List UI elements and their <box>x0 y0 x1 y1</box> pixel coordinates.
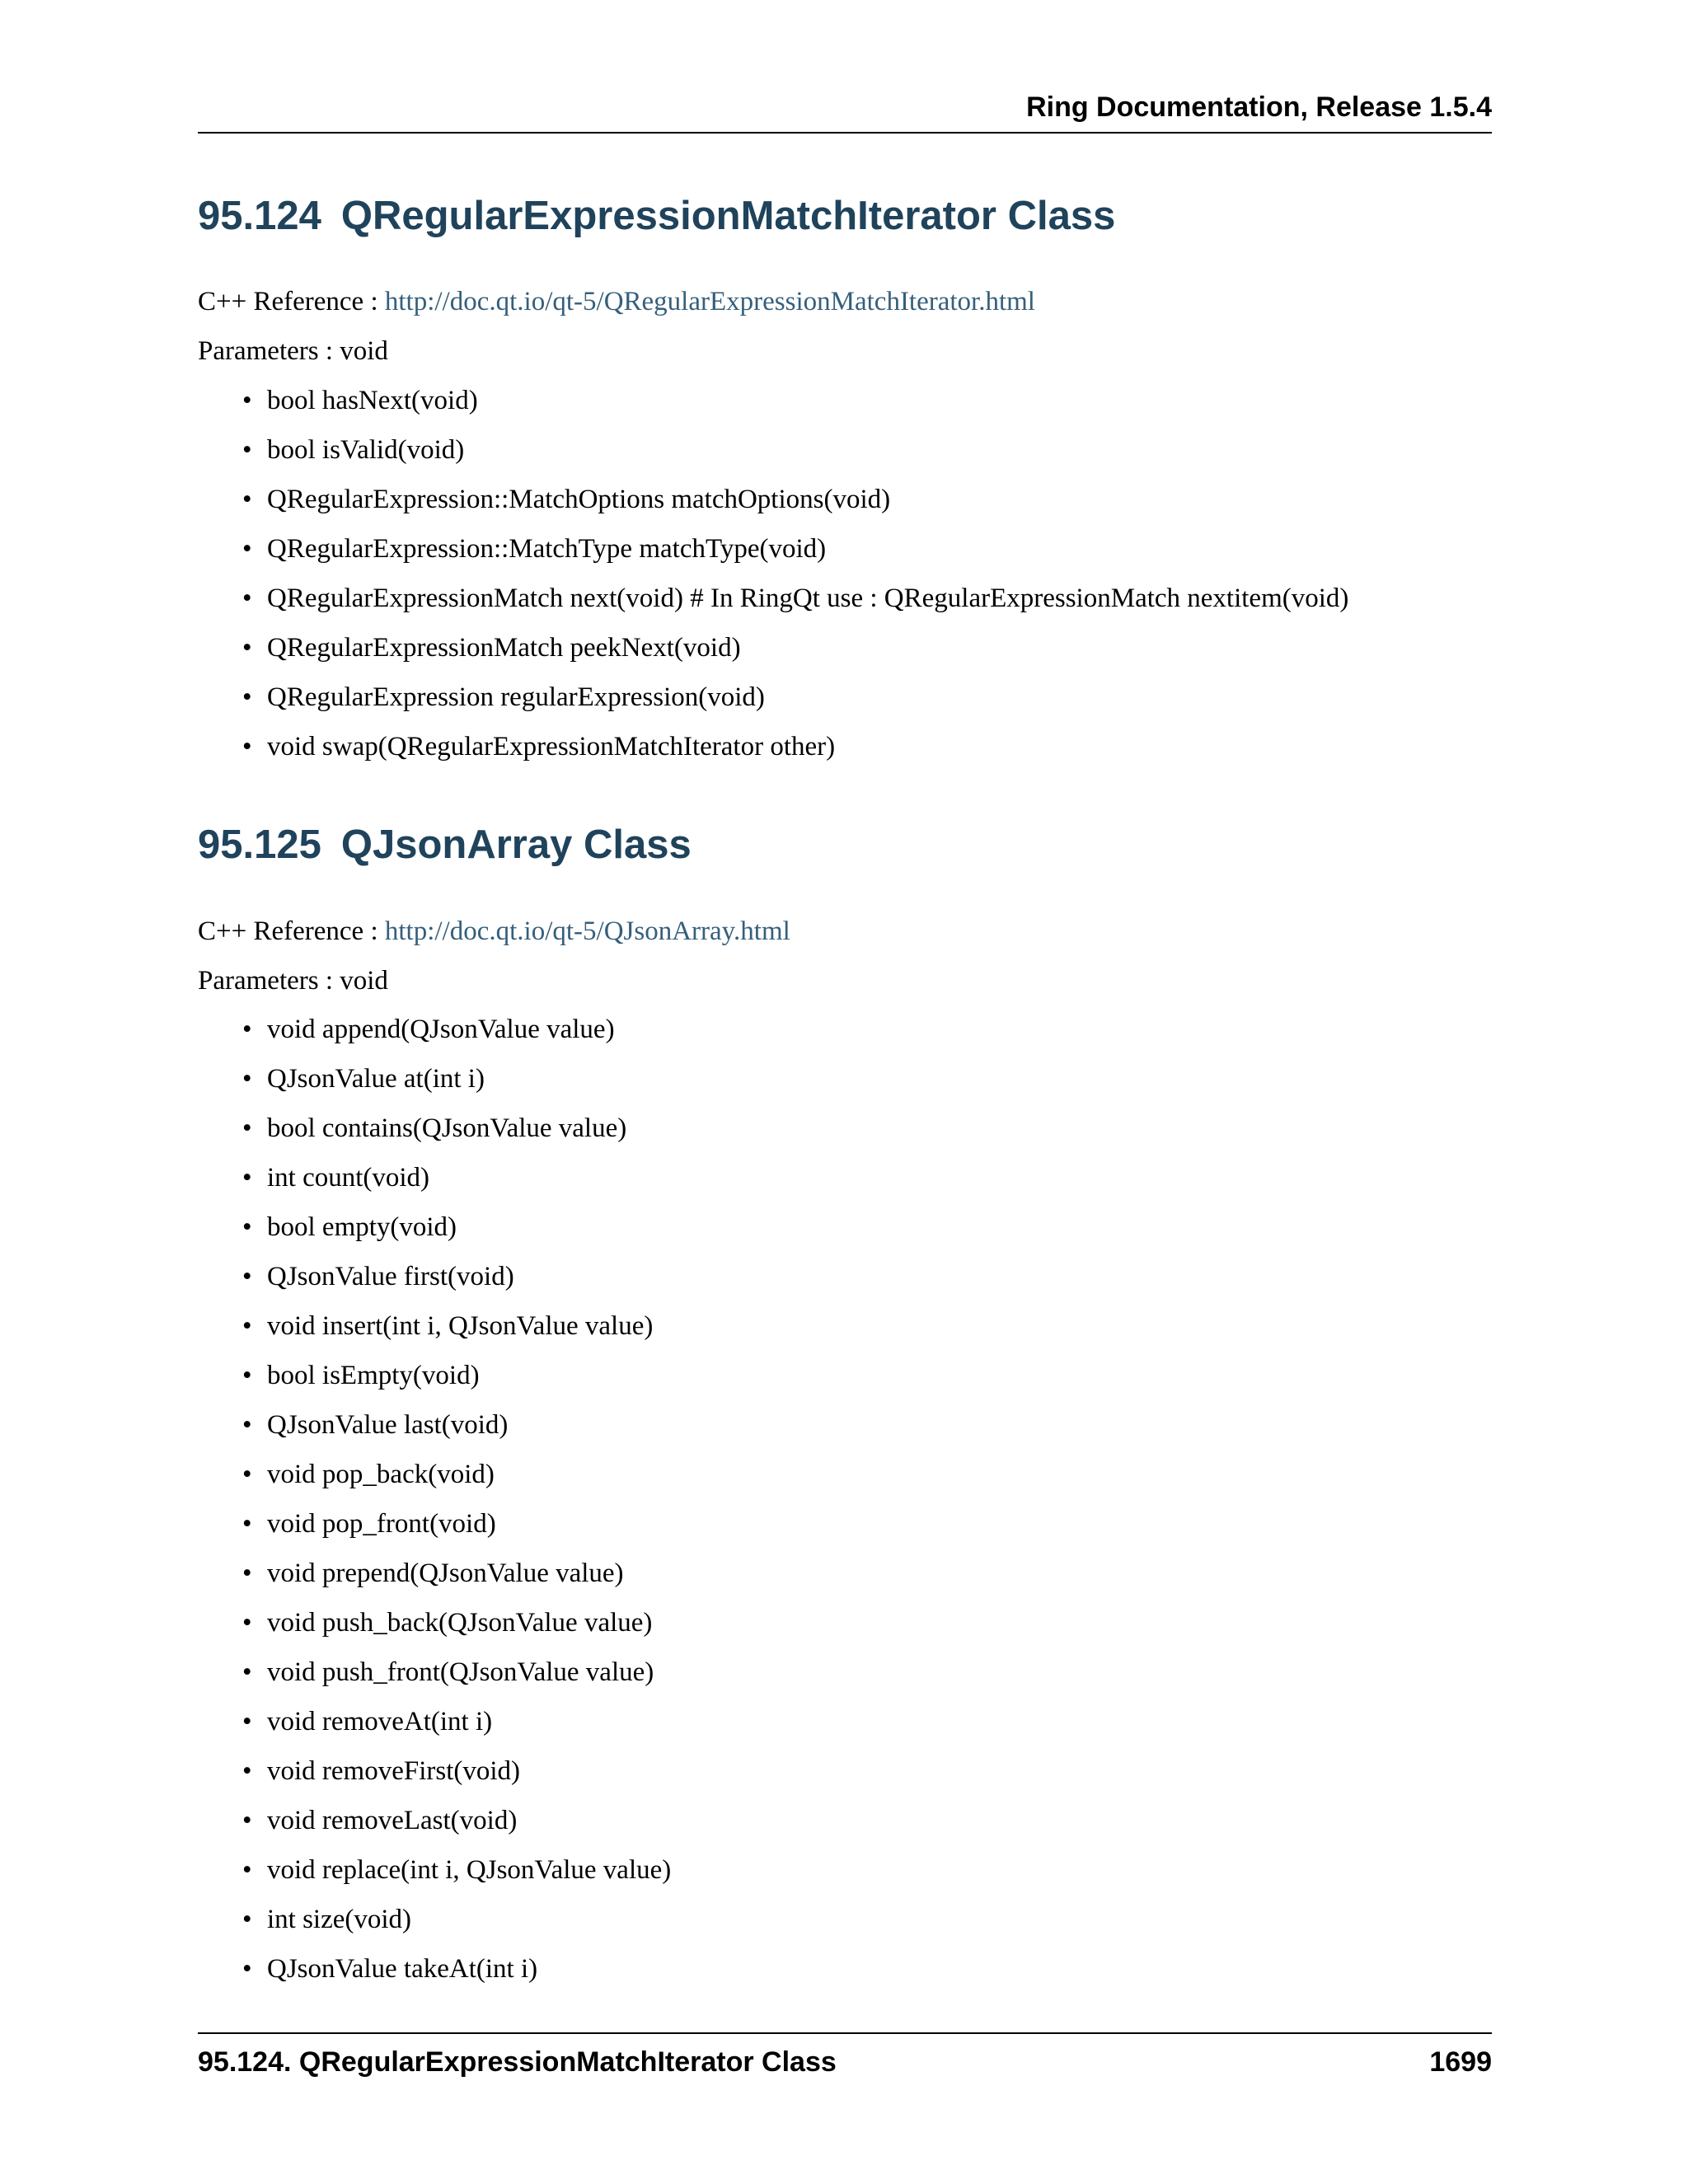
list-item <box>198 1408 671 1458</box>
bullet-icon: • <box>242 435 252 465</box>
bullet-icon: • <box>242 534 252 564</box>
list-item <box>198 1705 671 1755</box>
list-item <box>198 1755 671 1804</box>
list-item <box>198 681 1348 730</box>
cpp-reference-link[interactable]: http://doc.qt.io/qt-5/QRegularExpressionMatchIterator.html <box>384 287 1035 316</box>
method-signature: void removeAt(int i) <box>267 1707 493 1736</box>
bullet-icon: • <box>242 1509 252 1539</box>
bullet-icon: • <box>242 583 252 613</box>
method-signature: void insert(int i, QJsonValue value) <box>267 1311 654 1341</box>
method-signature: QRegularExpressionMatch peekNext(void) <box>267 633 741 663</box>
list-item <box>198 1013 671 1062</box>
document-title: Ring Documentation, Release 1.5.4 <box>1026 91 1492 123</box>
method-signature: QRegularExpression::MatchOptions matchOptions(void) <box>267 485 891 514</box>
section-heading-95-125 <box>198 820 692 869</box>
list-item <box>198 1854 671 1903</box>
list-item <box>198 631 1348 681</box>
method-signature: bool isEmpty(void) <box>267 1361 480 1390</box>
list-item <box>198 1062 671 1112</box>
bullet-icon: • <box>242 1262 252 1291</box>
bullet-icon: • <box>242 1361 252 1390</box>
list-item <box>198 384 1348 434</box>
method-signature: bool hasNext(void) <box>267 386 478 415</box>
list-item <box>198 1260 671 1310</box>
section-number: 95.125 <box>198 823 321 867</box>
method-signature: QJsonValue at(int i) <box>267 1064 485 1094</box>
method-signature: QJsonValue first(void) <box>267 1262 514 1291</box>
section-title: QRegularExpressionMatchIterator Class <box>340 194 1116 238</box>
list-item <box>198 1507 671 1557</box>
bullet-icon: • <box>242 682 252 712</box>
list-item <box>198 483 1348 532</box>
method-signature: QRegularExpressionMatch next(void) # In RingQt use : QRegularExpressionMatch nextitem(void) <box>267 583 1349 613</box>
list-item <box>198 434 1348 483</box>
bullet-icon: • <box>242 1212 252 1242</box>
cpp-reference-label: C++ Reference : <box>198 916 378 946</box>
cpp-reference-label: C++ Reference : <box>198 287 378 316</box>
list-item <box>198 1903 671 1952</box>
method-signature: void push_front(QJsonValue value) <box>267 1657 654 1687</box>
method-signature: QRegularExpression regularExpression(void) <box>267 682 765 712</box>
cpp-reference-line <box>198 915 790 948</box>
cpp-reference-link[interactable]: http://doc.qt.io/qt-5/QJsonArray.html <box>384 916 790 946</box>
list-item <box>198 532 1348 582</box>
list-item <box>198 1310 671 1359</box>
bullet-icon: • <box>242 1657 252 1687</box>
bullet-icon: • <box>242 1015 252 1044</box>
bullet-icon: • <box>242 1905 252 1934</box>
method-signature: int size(void) <box>267 1905 412 1934</box>
bullet-icon: • <box>242 1855 252 1885</box>
list-item <box>198 1952 671 2002</box>
bullet-icon: • <box>242 732 252 762</box>
section-title: QJsonArray Class <box>340 823 692 867</box>
page-footer <box>198 2032 1492 2078</box>
bullet-icon: • <box>242 1163 252 1193</box>
bullet-icon: • <box>242 1064 252 1094</box>
bullet-icon: • <box>242 1311 252 1341</box>
page-number: 1699 <box>1429 2046 1492 2078</box>
list-item <box>198 730 1348 780</box>
bullet-icon: • <box>242 1707 252 1736</box>
method-signature: bool empty(void) <box>267 1212 457 1242</box>
method-signature: bool isValid(void) <box>267 435 465 465</box>
page-header <box>198 91 1492 134</box>
method-list <box>198 384 1348 780</box>
method-signature: void removeLast(void) <box>267 1806 518 1835</box>
list-item <box>198 1359 671 1408</box>
bullet-icon: • <box>242 386 252 415</box>
bullet-icon: • <box>242 1608 252 1638</box>
bullet-icon: • <box>242 1410 252 1440</box>
bullet-icon: • <box>242 1954 252 1984</box>
list-item <box>198 1606 671 1656</box>
method-signature: void append(QJsonValue value) <box>267 1015 615 1044</box>
list-item <box>198 1161 671 1211</box>
method-signature: void push_back(QJsonValue value) <box>267 1608 653 1638</box>
method-signature: bool contains(QJsonValue value) <box>267 1113 627 1143</box>
bullet-icon: • <box>242 1113 252 1143</box>
method-signature: QJsonValue last(void) <box>267 1410 509 1440</box>
bullet-icon: • <box>242 485 252 514</box>
parameters-line: Parameters : void <box>198 966 388 996</box>
list-item <box>198 1656 671 1705</box>
list-item <box>198 1211 671 1260</box>
method-signature: void prepend(QJsonValue value) <box>267 1558 624 1588</box>
method-signature: void replace(int i, QJsonValue value) <box>267 1855 672 1885</box>
bullet-icon: • <box>242 1558 252 1588</box>
bullet-icon: • <box>242 1806 252 1835</box>
list-item <box>198 1458 671 1507</box>
method-signature: int count(void) <box>267 1163 430 1193</box>
method-signature: void swap(QRegularExpressionMatchIterator other) <box>267 732 836 762</box>
list-item <box>198 1557 671 1606</box>
footer-section-title: 95.124. QRegularExpressionMatchIterator Class <box>198 2046 837 2078</box>
bullet-icon: • <box>242 633 252 663</box>
list-item <box>198 1804 671 1854</box>
cpp-reference-line <box>198 285 1035 318</box>
method-signature: QJsonValue takeAt(int i) <box>267 1954 538 1984</box>
parameters-line: Parameters : void <box>198 336 388 366</box>
method-list <box>198 1013 671 2002</box>
section-heading-95-124 <box>198 191 1115 241</box>
method-signature: void removeFirst(void) <box>267 1756 521 1786</box>
bullet-icon: • <box>242 1756 252 1786</box>
method-signature: void pop_front(void) <box>267 1509 496 1539</box>
list-item <box>198 582 1348 631</box>
method-signature: QRegularExpression::MatchType matchType(void) <box>267 534 827 564</box>
section-number: 95.124 <box>198 194 321 238</box>
method-signature: void pop_back(void) <box>267 1460 495 1489</box>
list-item <box>198 1112 671 1161</box>
bullet-icon: • <box>242 1460 252 1489</box>
